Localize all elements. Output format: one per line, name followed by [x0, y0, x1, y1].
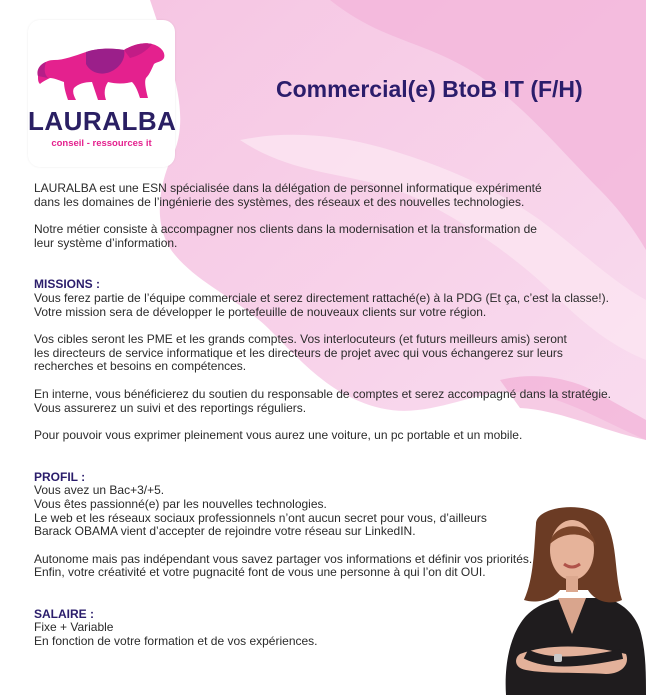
logo-wordmark: LAURALBA	[28, 106, 177, 136]
salaire-heading: SALAIRE :	[34, 606, 94, 621]
missions-paragraph-1: Vous ferez partie de l’équipe commerciale et serez directement rattaché(e) à la PDG (Et ça, c’est la classe!). Votre mission sera de développer le portefeuille de nouveaux clients sur votre région.	[34, 290, 609, 319]
salaire-paragraph: Fixe + Variable En fonction de votre formation et de vos expériences.	[34, 620, 318, 649]
job-title: Commercial(e) BtoB IT (F/H)	[276, 76, 583, 102]
missions-paragraph-3: En interne, vous bénéficierez du soutien du responsable de comptes et serez accompagné dans la stratégie. Vous assurerez un suivi et des reportings réguliers.	[34, 386, 612, 415]
panther-logo-icon	[34, 38, 168, 104]
company-logo	[28, 20, 175, 167]
intro-paragraph-2: Notre métier consiste à accompagner nos clients dans la modernisation et la transformation de leur système d’information.	[34, 222, 537, 250]
woman-photo	[496, 504, 646, 695]
profil-heading: PROFIL :	[34, 469, 86, 484]
logo-tagline: conseil - ressources it	[51, 138, 152, 149]
intro-paragraph-1: LAURALBA est une ESN spécialisée dans la délégation de personnel informatique expérimenté dans les domaines de l’ingénierie des systèmes, des réseaux et des nouvelles technologies.	[34, 181, 542, 209]
missions-paragraph-4: Pour pouvoir vous exprimer pleinement vous aurez une voiture, un pc portable et un mobile.	[34, 428, 523, 443]
profil-paragraph-2: Autonome mais pas indépendant vous savez partager vos informations et définir vos priorités. Enfin, votre créativité et votre pugnacité font de vous une personne à qui l’on dit OUI.	[34, 551, 533, 580]
profil-paragraph-1: Vous avez un Bac+3/+5. Vous êtes passionné(e) par les nouvelles technologies. Le web et les réseaux sociaux professionnels n’ont aucun secret pour vous, d’ailleurs Barack OBAMA vient d’accepter de rejoindre votre réseau sur LinkedIN.	[34, 483, 487, 539]
missions-paragraph-2: Vos cibles seront les PME et les grands comptes. Vos interlocuteurs (et futurs meilleurs amis) seront les directeurs de service informatique et les directeurs de projet avec qui vous échangerez sur leurs recherches et besoins en compétences.	[34, 332, 567, 374]
missions-heading: MISSIONS :	[34, 277, 101, 292]
